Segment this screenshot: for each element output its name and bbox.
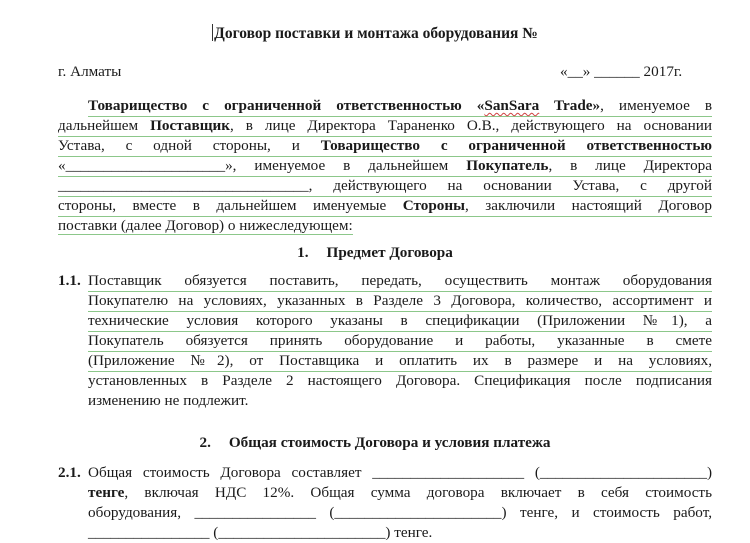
preamble-line: стороны, вместе в дальнейшем именуемые Стороны, заключили настоящий Договор <box>58 196 712 217</box>
contract-city: г. Алматы <box>58 63 122 80</box>
clause-line: установленных в Разделе 2 настоящего Договора. Спецификация после подписания <box>88 372 712 389</box>
section-heading: 1. Предмет Договора <box>297 244 453 261</box>
preamble-line: Устава, с одной стороны, и Товарищество с ограниченной ответственностью <box>58 136 712 157</box>
clause-line: оборудования, ________________ (______________________) тенге, и стоимость работ, <box>88 504 712 521</box>
clause-line: (Приложение №2), от Поставщика и оплатить их в размере и на условиях, <box>88 351 712 372</box>
clause-line: изменению не подлежит. <box>88 392 249 409</box>
clause-line: Общая стоимость Договора составляет ____________________ (______________________) <box>88 464 712 481</box>
preamble-line: _________________________________, действующего на основании Устава, с другой <box>58 176 712 197</box>
clause-number: 1.1. <box>58 272 81 289</box>
document-title: Договор поставки и монтажа оборудования № <box>214 25 538 42</box>
contract-date: «__» ______ 2017г. <box>560 63 683 80</box>
clause-number: 2.1. <box>58 464 81 481</box>
clause-line: технические условия которого указаны в спецификации (Приложении №1), а <box>88 311 712 332</box>
preamble-line: поставки (далее Договор) о нижеследующем: <box>58 217 353 234</box>
clause-line: тенге, включая НДС 12%. Общая сумма договора включает в себя стоимость <box>88 484 712 501</box>
preamble-line: «_____________________», именуемое в дальнейшем Покупатель, в лице Директора <box>58 156 712 177</box>
preamble-line: дальнейшем Поставщик, в лице Директора Тараненко О.В., действующего на основании <box>58 116 712 137</box>
preamble-line: Товарищество с ограниченной ответственностью «SanSara Trade», именуемое в <box>88 96 712 117</box>
clause-line: Покупателю на условиях, указанных в Разделе 3 Договора, количество, ассортимент и <box>88 291 712 312</box>
clause-line: ________________ (______________________) тенге. <box>88 524 433 541</box>
text-cursor <box>212 24 213 41</box>
clause-line: Покупатель обязуется принять оборудование и работы, указанные в смете <box>88 331 712 352</box>
section-heading: 2. Общая стоимость Договора и условия платежа <box>199 434 551 451</box>
clause-line: Поставщик обязуется поставить, передать, осуществить монтаж оборудования <box>88 271 712 292</box>
